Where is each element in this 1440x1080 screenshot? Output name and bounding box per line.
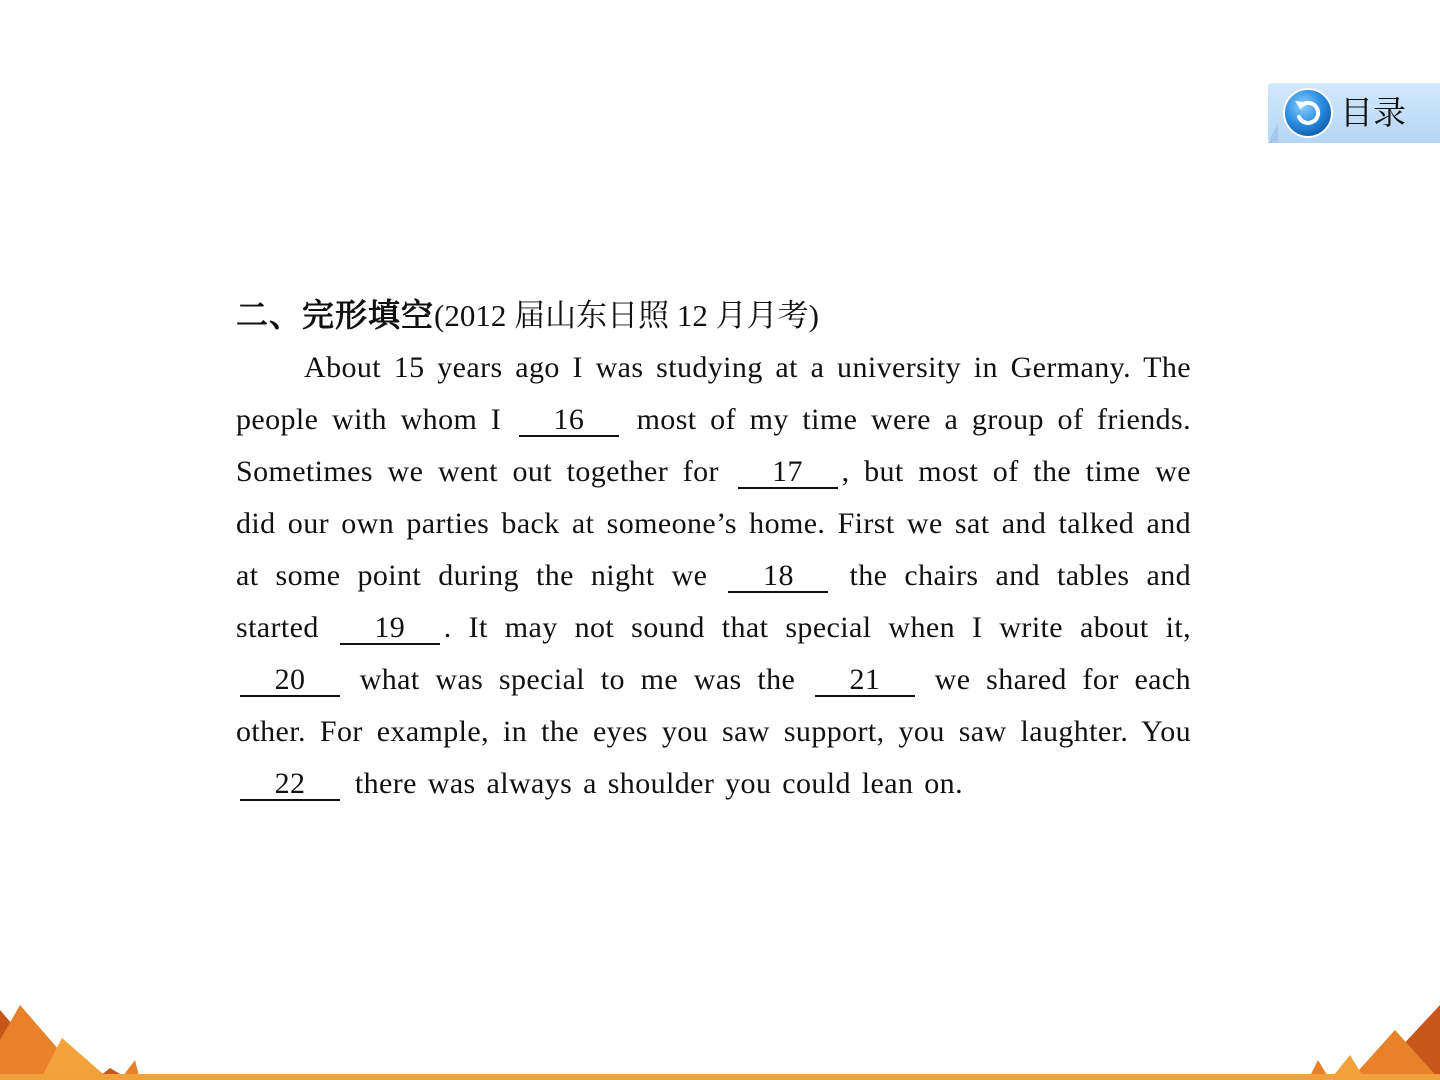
source-note: (2012 届山东日照 12 月月考) xyxy=(434,298,819,333)
exercise-content xyxy=(236,290,1191,810)
toc-label: 目录 xyxy=(1340,93,1406,132)
passage-text: , but most of the time we did our own parties back at someone’s home. First we sat and talked and at some point during the night we xyxy=(236,455,1192,592)
toc-button[interactable] xyxy=(1268,83,1440,143)
passage-text: there was always a shoulder you could lean on. xyxy=(344,767,963,800)
passage-text: we shared for each other. For example, in the eyes you saw support, you saw laughter. You xyxy=(236,663,1191,748)
exercise-heading xyxy=(236,290,1191,342)
corner-decoration-right xyxy=(1290,1000,1440,1080)
corner-decoration-left xyxy=(0,1000,160,1080)
blank-18: 18 xyxy=(728,561,828,593)
blank-17: 17 xyxy=(738,457,838,489)
blank-21: 21 xyxy=(815,665,915,697)
refresh-icon xyxy=(1282,87,1334,139)
blank-16: 16 xyxy=(519,405,619,437)
footer-bar xyxy=(0,1074,1440,1080)
passage-text: About 15 years ago I was studying at a university in Germany. The people with whom I xyxy=(236,351,1191,436)
passage-text: . It may not sound that special when I write about it, xyxy=(443,611,1192,644)
section-label: 二、完形填空 xyxy=(236,296,435,334)
blank-20: 20 xyxy=(240,665,340,697)
passage-text: most of my time were a group of friends. Sometimes we went out together for xyxy=(236,403,1191,488)
passage-text: the chairs and tables and started xyxy=(236,559,1192,644)
blank-22: 22 xyxy=(240,769,340,801)
passage xyxy=(236,342,1191,810)
blank-19: 19 xyxy=(340,613,440,645)
passage-text: what was special to me was the xyxy=(344,663,811,696)
